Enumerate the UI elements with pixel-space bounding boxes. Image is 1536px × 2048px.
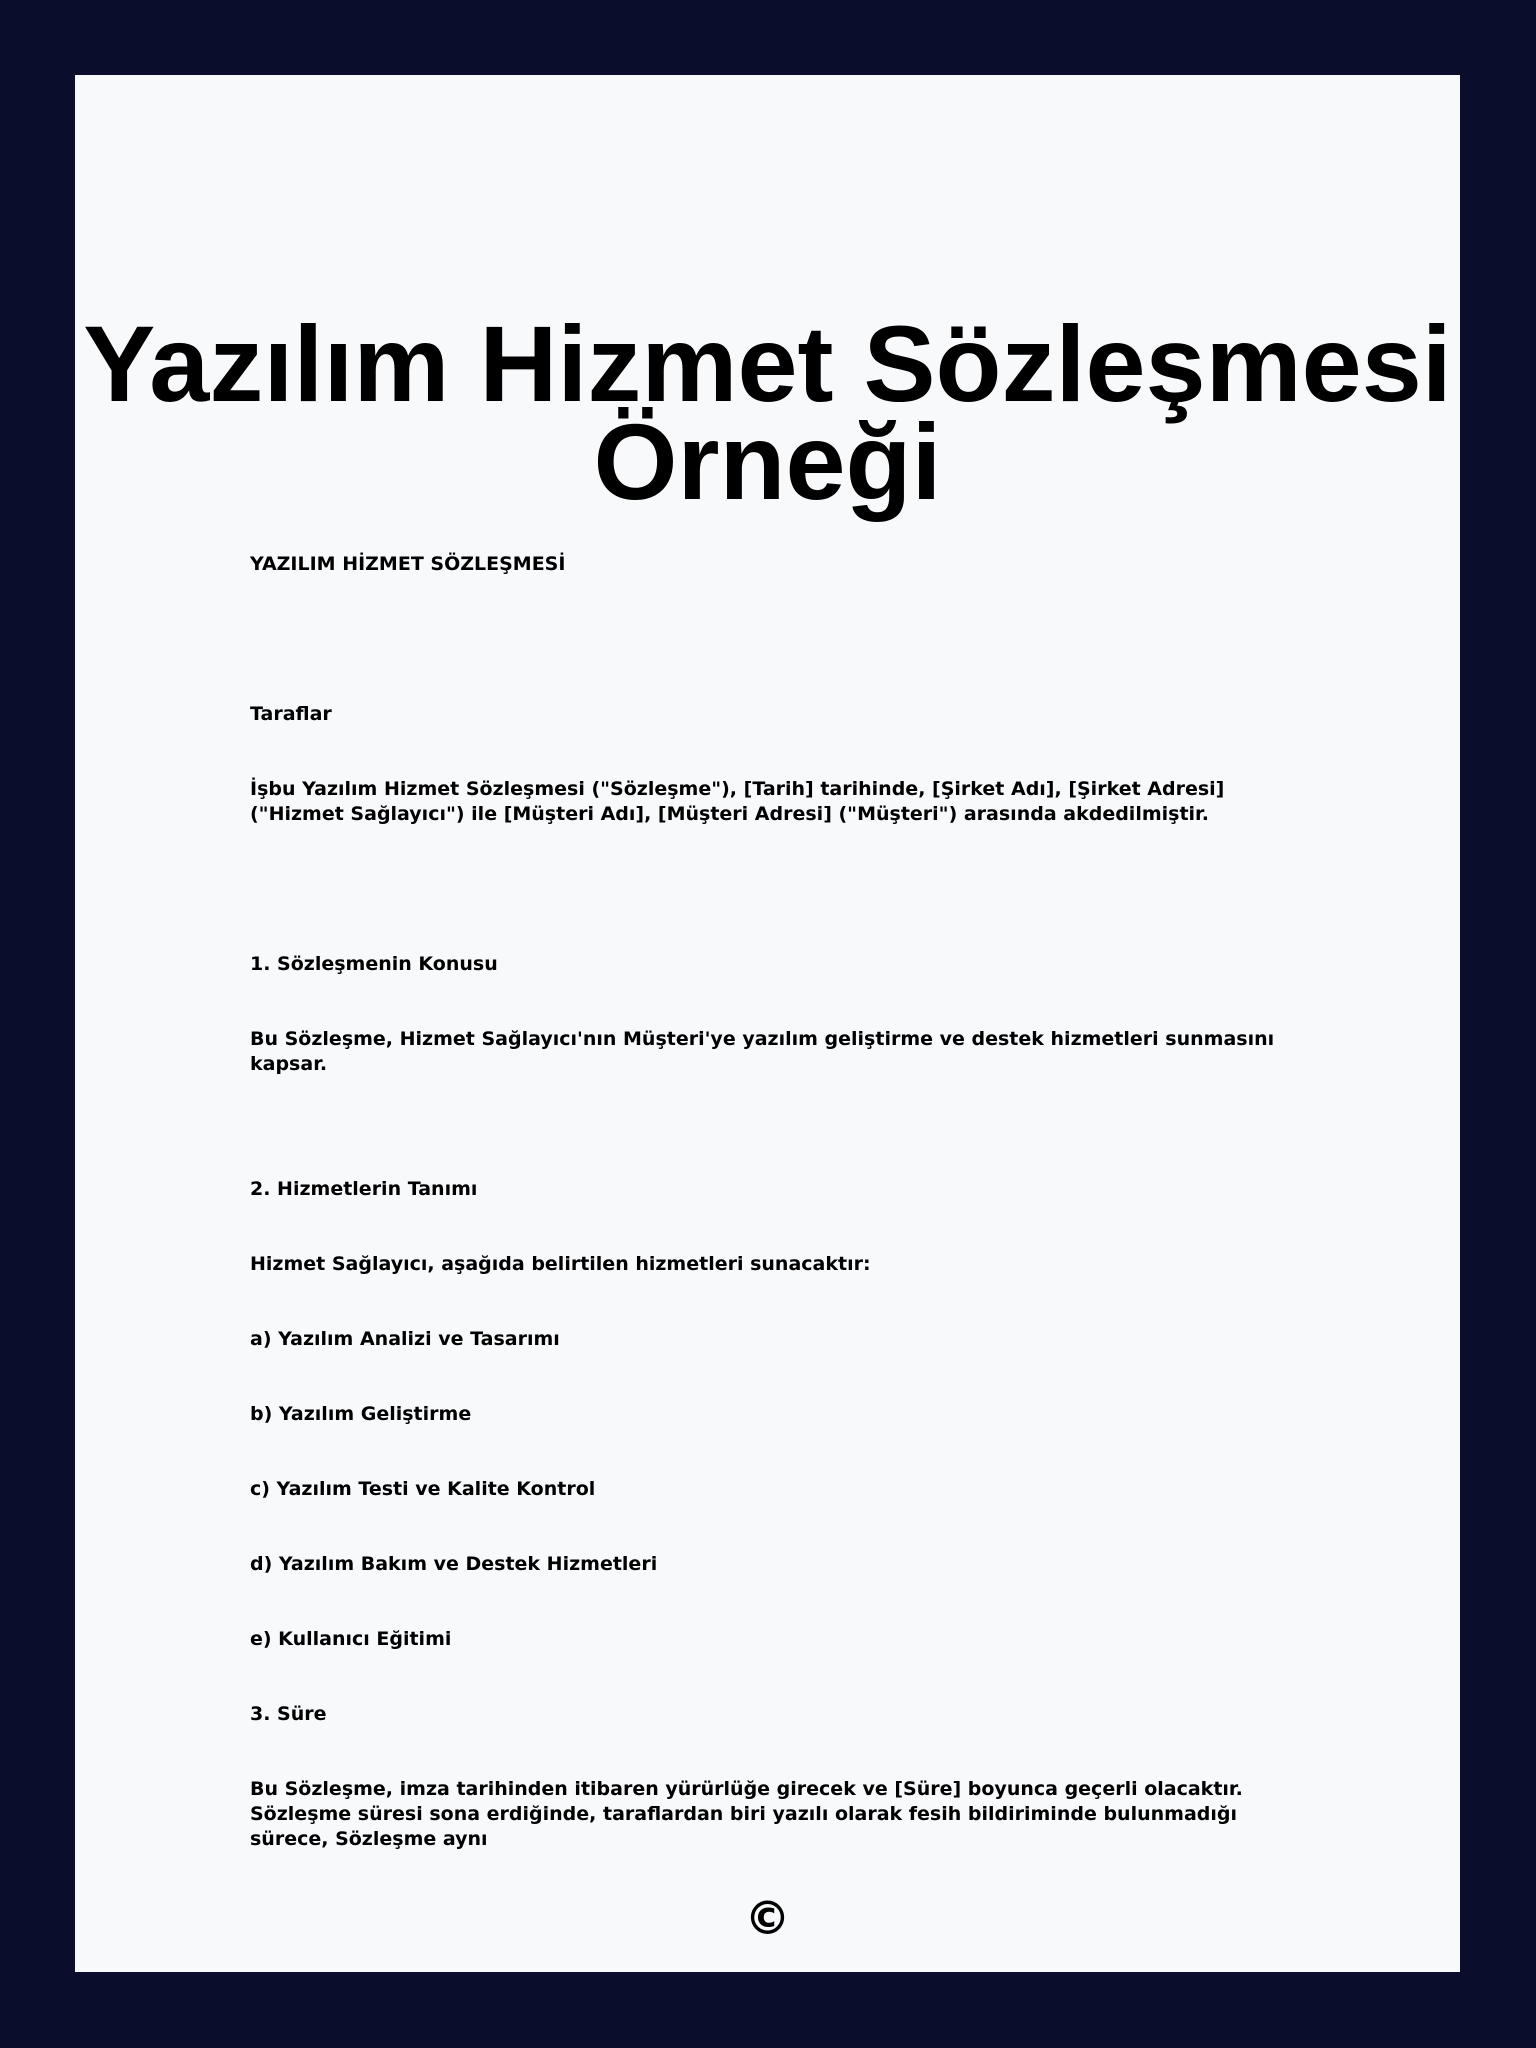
- section-3-paragraph: Bu Sözleşme, imza tarihinden itibaren yürürlüğe girecek ve [Süre] boyunca geçerli olacaktır. Sözleşme süresi sona erdiğinde, taraflardan biri yazılı olarak fesih bildiriminde bulunmadığı sürece, Sözleşme aynı: [250, 1778, 1243, 1850]
- service-item-e: e) Kullanıcı Eğitimi: [250, 1628, 452, 1650]
- document-page: [75, 75, 1460, 1972]
- service-item-c: c) Yazılım Testi ve Kalite Kontrol: [250, 1478, 596, 1500]
- section-2-heading: 2. Hizmetlerin Tanımı: [250, 1178, 478, 1200]
- service-item-a: a) Yazılım Analizi ve Tasarımı: [250, 1328, 560, 1350]
- copyright-icon: ©: [744, 1891, 791, 1945]
- service-item-d: d) Yazılım Bakım ve Destek Hizmetleri: [250, 1553, 658, 1575]
- parties-paragraph: İşbu Yazılım Hizmet Sözleşmesi ("Sözleşme"), [Tarih] tarihinde, [Şirket Adı], [Şirket Adresi] ("Hizmet Sağlayıcı") ile [Müşteri Adı], [Müşteri Adresi] ("Müşteri") arasında akdedilmiştir.: [250, 778, 1225, 825]
- service-item-b: b) Yazılım Geliştirme: [250, 1403, 472, 1425]
- document-title: Yazılım Hizmet Sözleşmesi Örneği: [83, 303, 1452, 522]
- section-2-intro: Hizmet Sağlayıcı, aşağıda belirtilen hizmetleri sunacaktır:: [250, 1253, 871, 1275]
- parties-heading: Taraflar: [250, 703, 332, 725]
- section-3-heading: 3. Süre: [250, 1703, 327, 1725]
- section-1-heading: 1. Sözleşmenin Konusu: [250, 953, 498, 975]
- section-1-paragraph: Bu Sözleşme, Hizmet Sağlayıcı'nın Müşteri'ye yazılım geliştirme ve destek hizmetleri sunmasını kapsar.: [250, 1028, 1275, 1075]
- contract-heading: YAZILIM HİZMET SÖZLEŞMESİ: [250, 553, 566, 575]
